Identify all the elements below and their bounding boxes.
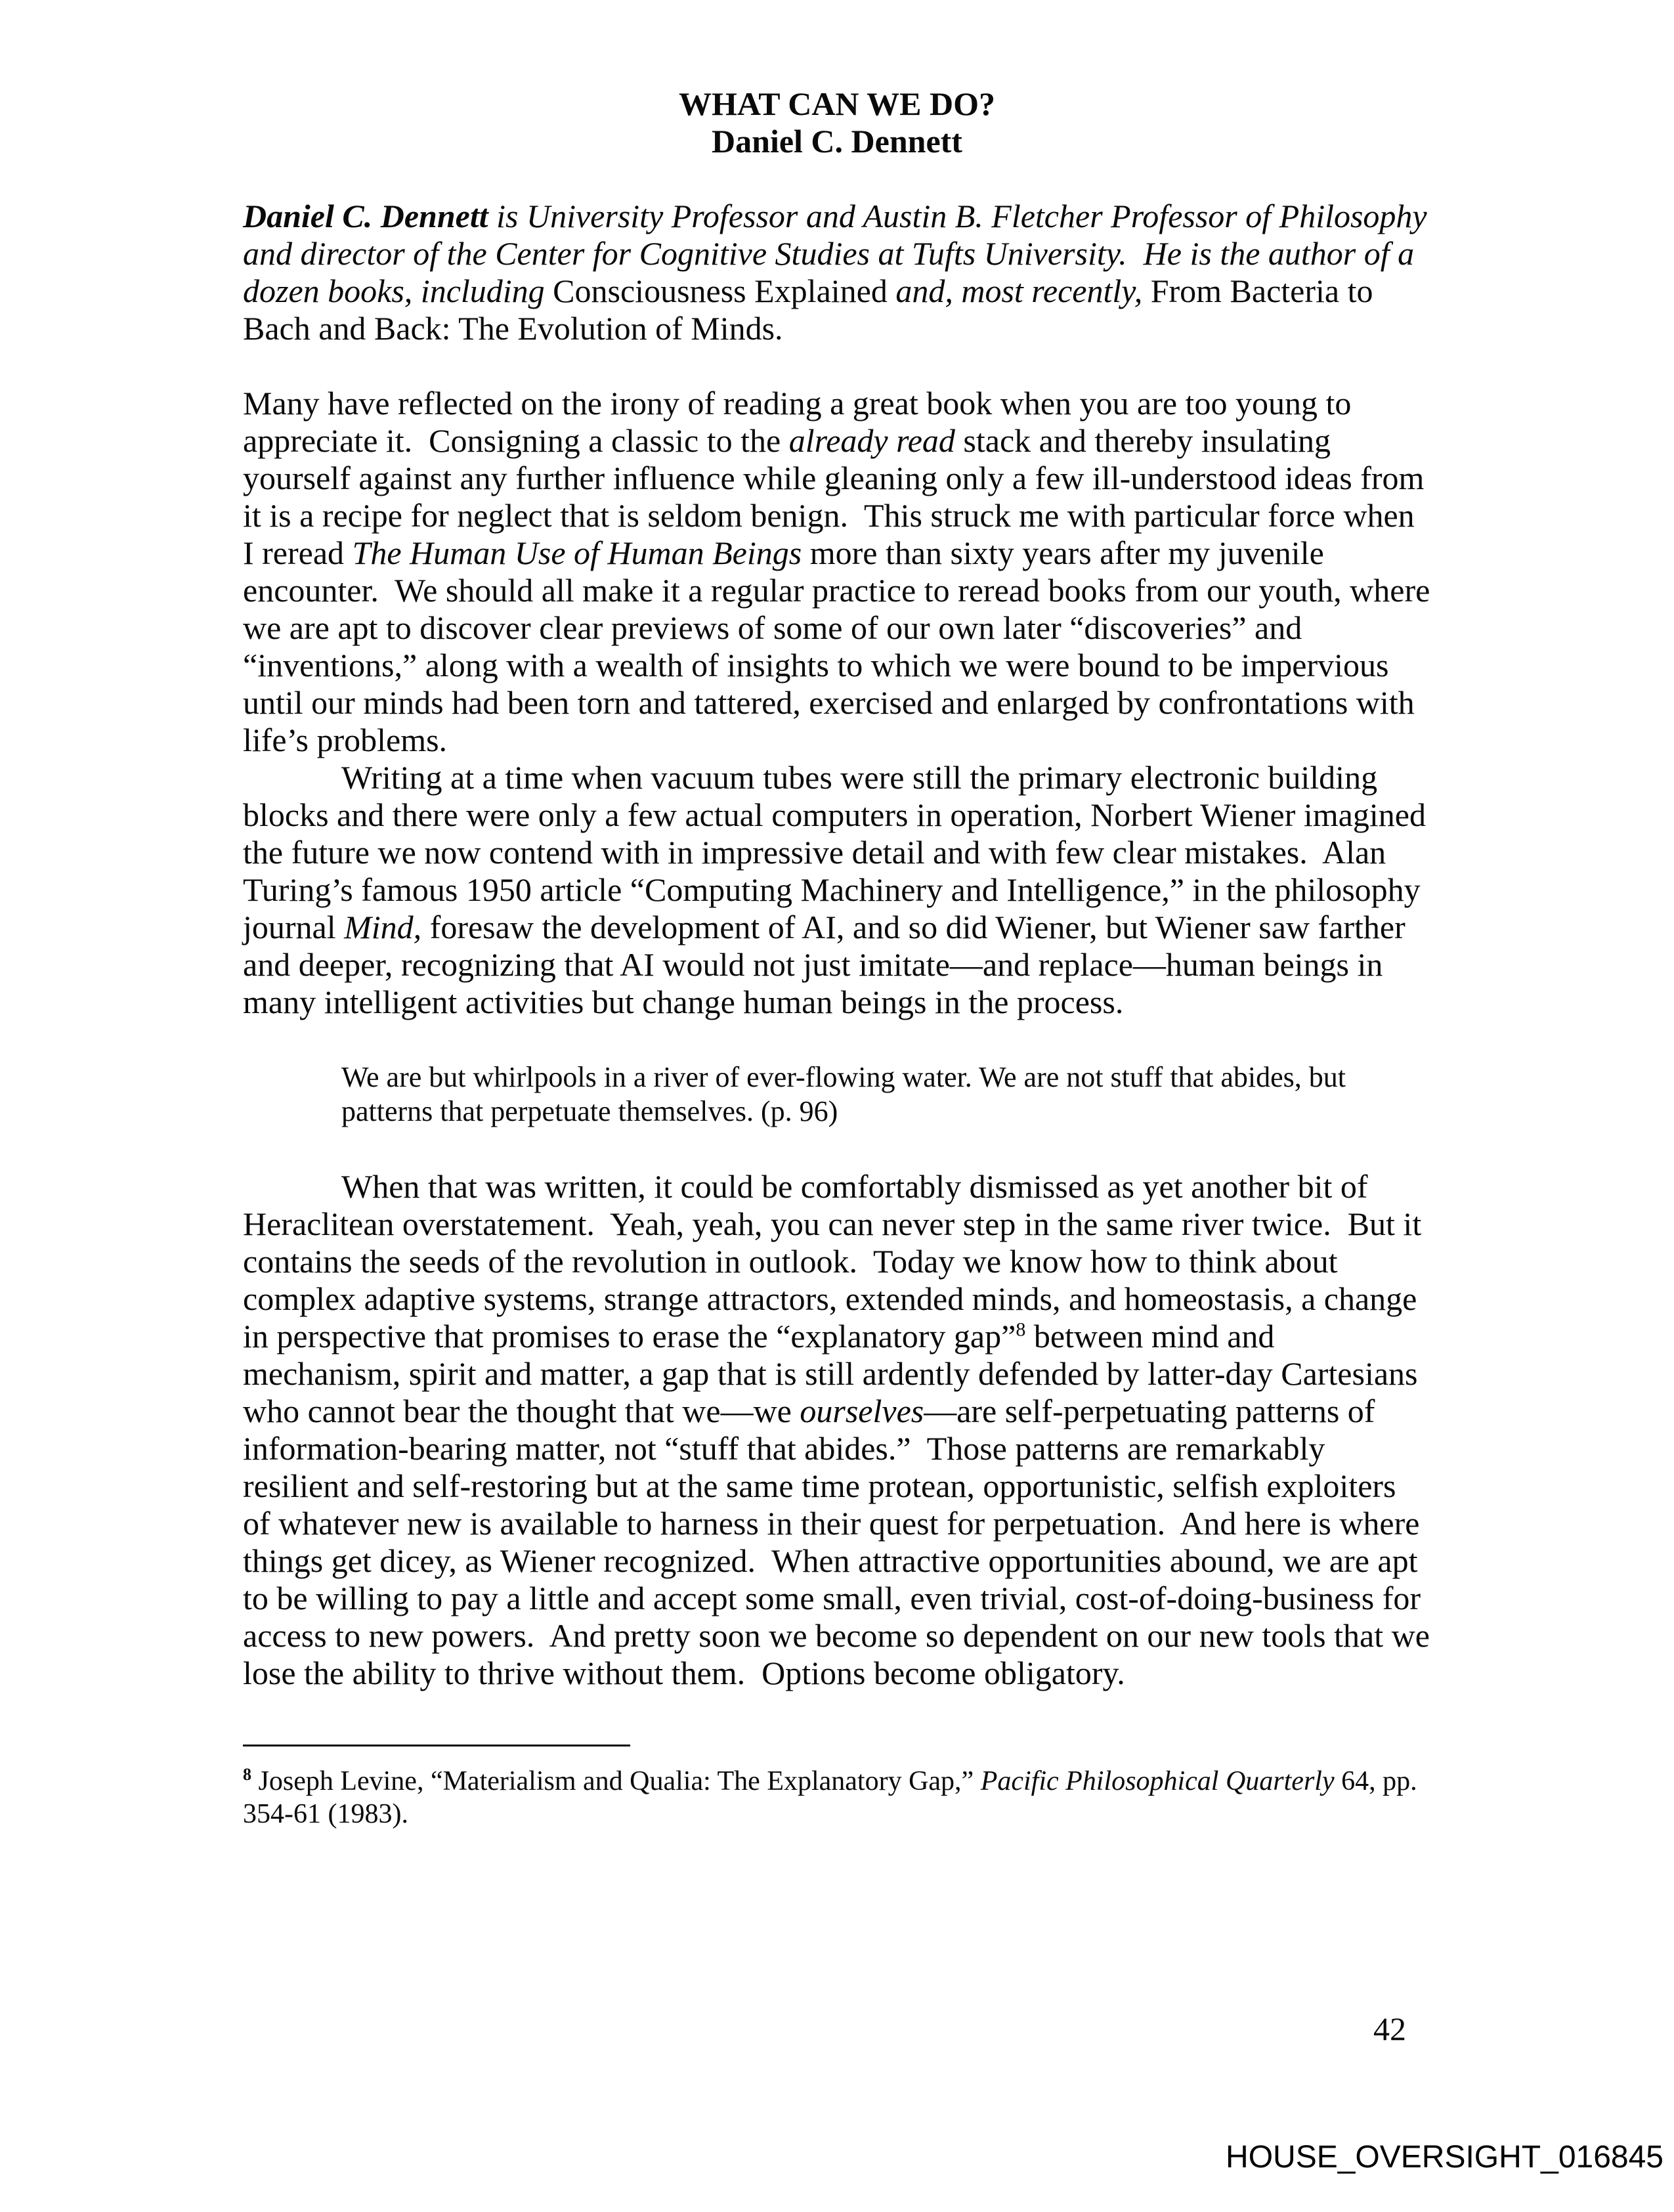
paragraph-3 (243, 1168, 1438, 1692)
paragraph-1 (243, 385, 1438, 759)
footnote-segment-journal-title: Pacific Philosophical Quarterly (980, 1766, 1335, 1796)
text-segment: more than sixty years after my juvenile encounter. We should all make it a regular practice to reread books from our youth, where we are apt to discover clear previews of some of our own later “discoveries” and “inventions,” along with a wealth of insights to which we were bound to be impervious until our minds had been torn and tattered, exercised and enlarged by confrontations with life’s problems. (243, 534, 1438, 758)
text-segment-journal-title: Mind, (344, 909, 422, 945)
bio-segment-book-title: From Bacteria to Bach and Back: The Evolution of Minds. (243, 272, 1381, 347)
text-segment: Writing at a time when vacuum tubes were still the primary electronic building blocks and there were only a few actual computers in operation, Norbert Wiener imagined the future we now contend with in impressive detail and with few clear mistakes. Alan Turing’s famous 1950 article “Computing Machinery and Intelligence,” in the philosophy journal (243, 759, 1434, 945)
text-segment: —are self-perpetuating patterns of information-bearing matter, not “stuff that abides.” Those patterns are remarkably resilient and self-restoring but at the same time protean, opportunistic, selfish exploiters of whatever new is available to harness in their quest for perpetuation. And here is where things get dicey, as Wiener recognized. When attractive opportunities abound, we are apt to be willing to pay a little and accept some small, even trivial, cost-of-doing-business for access to new powers. And pretty soon we become so dependent on our new tools that we lose the ability to thrive without them. Options become obligatory. (243, 1393, 1438, 1691)
document-title: WHAT CAN WE DO? (678, 85, 995, 122)
paragraph-2 (243, 759, 1434, 1021)
bio-segment: is University Professor and Austin B. Fletcher Professor of Philosophy and director of the Center for Cognitive Studies at Tufts University. He is the author of a dozen books, including (243, 198, 1436, 309)
text-segment-book-title: The Human Use of Human Beings (352, 534, 802, 571)
text-segment-italic: already read (788, 422, 955, 459)
bio-segment: and, most recently, (887, 272, 1151, 309)
text-segment: foresaw the development of AI, and so did Wiener, but Wiener saw farther and deeper, recognizing that AI would not just imitate—and replace—human beings in many intelligent activities but change human beings in the process. (243, 909, 1414, 1020)
text-segment-italic: ourselves (800, 1393, 924, 1429)
footnote-segment: Joseph Levine, “Materialism and Qualia: The Explanatory Gap,” (251, 1766, 981, 1796)
footnote-reference: 8 (1016, 1318, 1026, 1341)
bio-paragraph (243, 198, 1436, 347)
document-author: Daniel C. Dennett (712, 123, 962, 160)
text-segment: When that was written, it could be comfortably dismissed as yet another bit of Heraclitean overstatement. Yeah, yeah, you can never step in the same river twice. But it contains the seeds of the revolution in outlook. Today we know how to think about complex adaptive systems, strange attractors, extended minds, and homeostasis, a change in perspective that promises to erase the “explanatory gap” (243, 1168, 1430, 1355)
footnote (243, 1765, 1431, 1831)
bio-segment-author-name: Daniel C. Dennett (243, 198, 488, 234)
text-segment: Many have reflected on the irony of reading a great book when you are too young to appreciate it. Consigning a classic to the (243, 385, 1360, 459)
text-segment: stack and thereby insulating yourself against any further influence while gleaning only a few ill-understood ideas from it is a recipe for neglect that is seldom benign. This struck me with particular force when I reread (243, 422, 1432, 571)
bates-stamp: HOUSE_OVERSIGHT_016845 (1226, 2140, 1663, 2175)
page-number: 42 (1373, 2010, 1406, 2047)
footnote-area (243, 1745, 1431, 1831)
text-segment: between mind and mechanism, spirit and matter, a gap that is still ardently defended by latter-day Cartesians who cannot bear the thought that we—we (243, 1318, 1427, 1429)
footnote-number: 8 (243, 1765, 251, 1784)
footnote-separator (243, 1745, 630, 1746)
quote-text: We are but whirlpools in a river of ever-flowing water. We are not stuff that abides, but patterns that perpetuate themselves. (p. 96) (341, 1061, 1353, 1127)
bio-segment-book-title: Consciousness Explained (553, 272, 888, 309)
block-quote (341, 1060, 1372, 1129)
footnote-segment: 64, pp. 354-61 (1983). (243, 1766, 1425, 1829)
